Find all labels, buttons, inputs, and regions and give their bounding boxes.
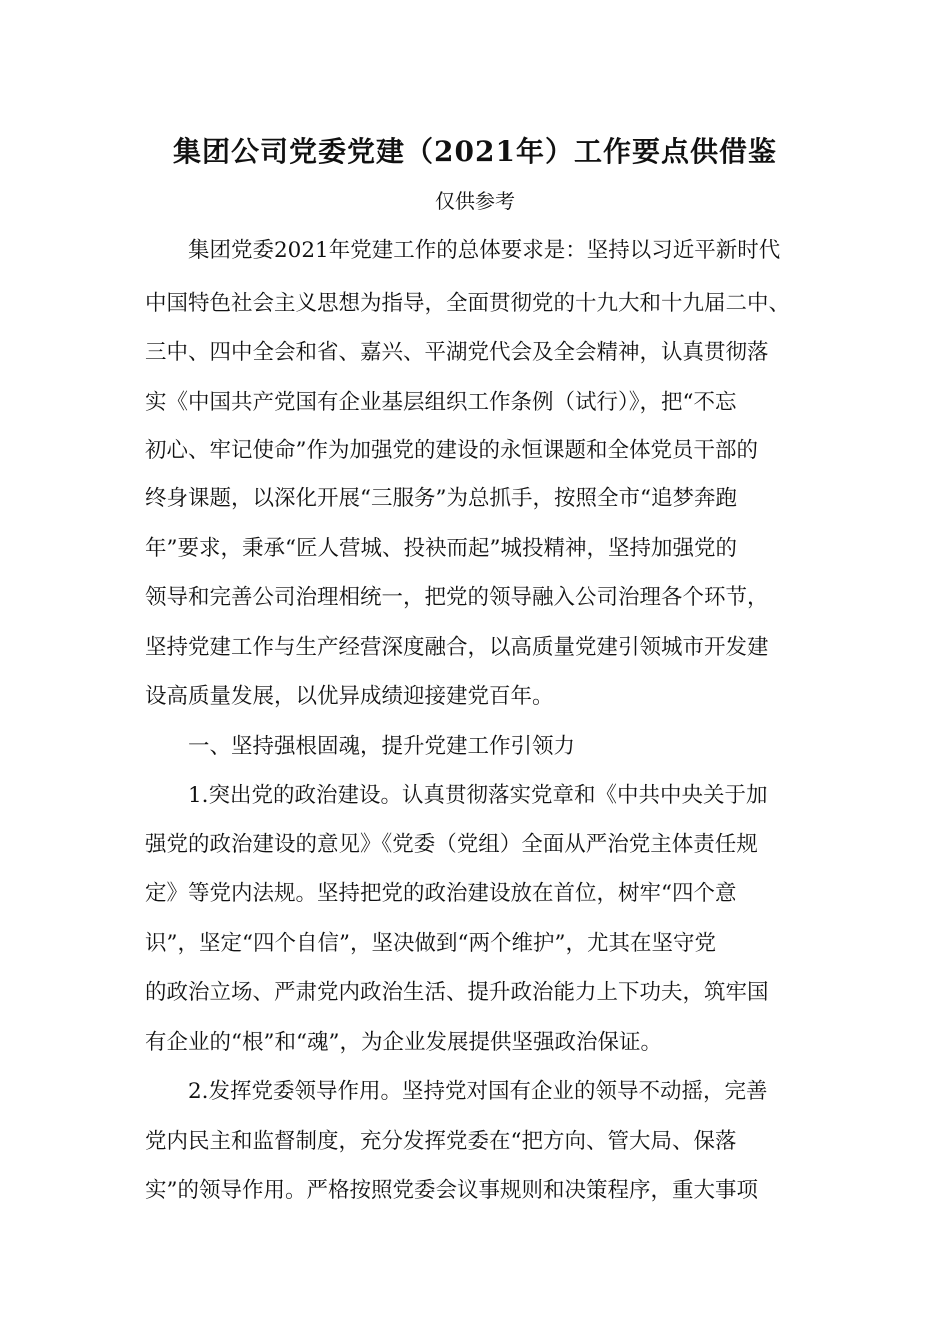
text-line: 定》等党内法规。坚持把党的政治建设放在首位，树牢“四个意 (145, 881, 737, 906)
text-line: 2.发挥党委领导作用。坚持党对国有企业的领导不动摇，完善 (188, 1079, 768, 1104)
text-line: 终身课题，以深化开展“三服务”为总抓手，按照全市“追梦奔跑 (145, 486, 737, 511)
text-line: 强党的政治建设的意见》《党委（党组）全面从严治党主体责任规 (145, 832, 758, 857)
text-line: 的政治立场、严肃党内政治生活、提升政治能力上下功夫，筑牢国 (145, 980, 769, 1005)
text-line: 中国特色社会主义思想为指导，全面贯彻党的十九大和十九届二中、 (145, 291, 791, 316)
section-heading: 一、坚持强根固魂，提升党建工作引领力 (188, 734, 576, 759)
document-title: 集团公司党委党建（2021年）工作要点供借鉴 (173, 135, 777, 168)
text-line: 实《中国共产党国有企业基层组织工作条例（试行）》，把“不忘 (145, 390, 737, 415)
text-line: 初心、牢记使命”作为加强党的建设的永恒课题和全体党员干部的 (145, 438, 758, 463)
text-line: 领导和完善公司治理相统一，把党的领导融入公司治理各个环节， (145, 585, 769, 610)
text-line: 设高质量发展，以优异成绩迎接建党百年。 (145, 684, 554, 709)
text-line: 三中、四中全会和省、嘉兴、平湖党代会及全会精神，认真贯彻落 (145, 340, 769, 365)
text-line: 实”的领导作用。严格按照党委会议事规则和决策程序，重大事项 (145, 1178, 758, 1203)
text-line: 有企业的“根”和“魂”，为企业发展提供坚强政治保证。 (145, 1030, 662, 1055)
text-line: 年”要求，秉承“匠人营城、投袂而起”城投精神，坚持加强党的 (145, 536, 737, 561)
text-line: 集团党委2021年党建工作的总体要求是：坚持以习近平新时代 (188, 238, 781, 263)
text-line: 识”，坚定“四个自信”，坚决做到“两个维护”，尤其在坚守党 (145, 931, 716, 956)
document-subtitle: 仅供参考 (435, 189, 515, 213)
text-line: 坚持党建工作与生产经营深度融合，以高质量党建引领城市开发建 (145, 635, 769, 660)
text-line: 党内民主和监督制度，充分发挥党委在“把方向、管大局、保落 (145, 1129, 737, 1154)
text-line: 1.突出党的政治建设。认真贯彻落实党章和《中共中央关于加 (188, 783, 768, 808)
